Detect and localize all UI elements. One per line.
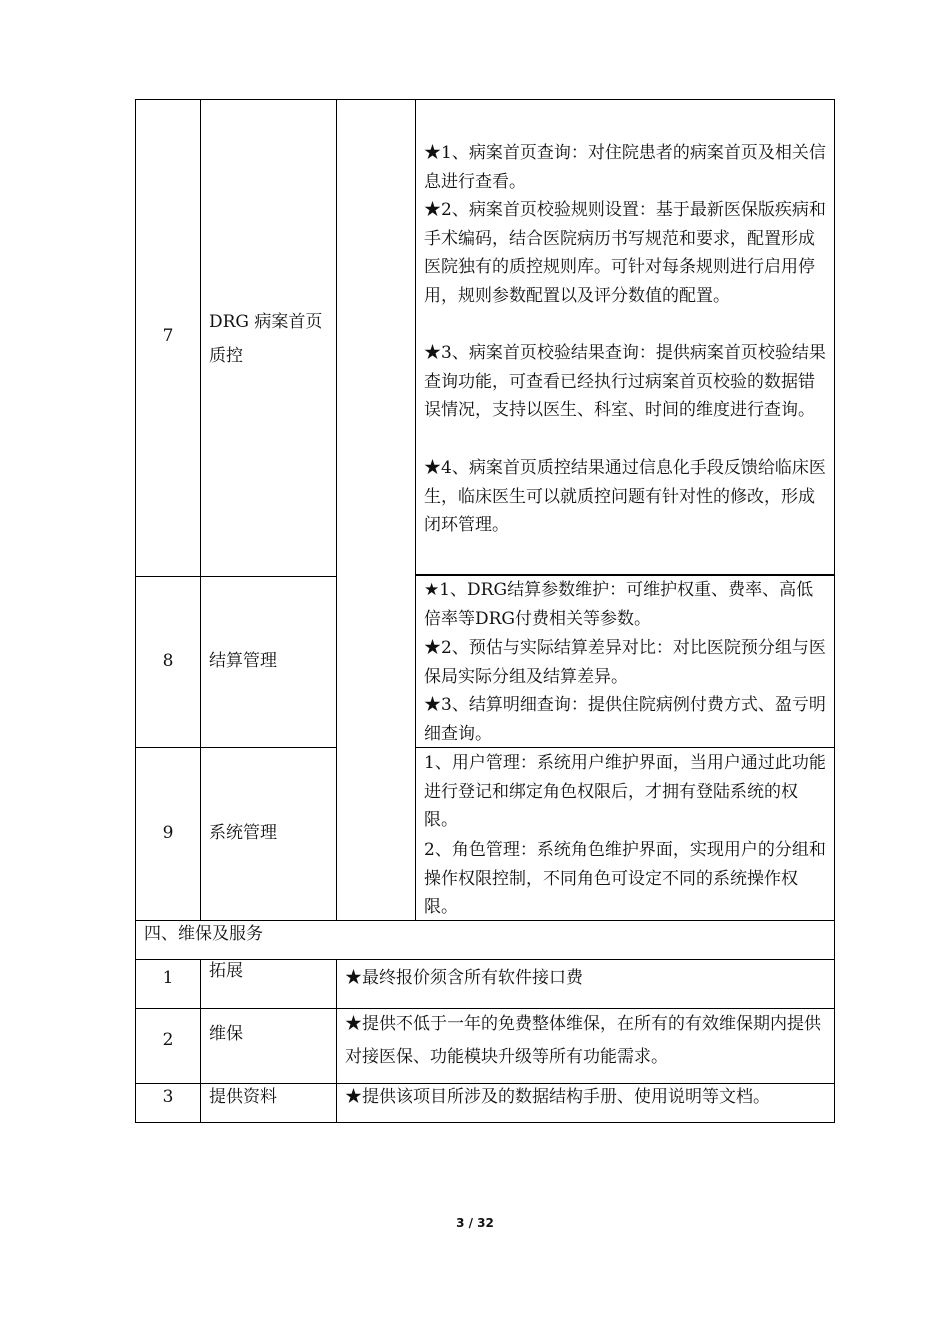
row-description: ★提供不低于一年的免费整体维保，在所有的有效维保期内提供对接医保、功能模块升级等所有功能需求。 bbox=[345, 1014, 821, 1067]
desc-item: 1、用户管理：系统用户维护界面，当用户通过此功能进行登记和绑定角色权限后，才拥有登陆系统的权限。 bbox=[424, 753, 826, 830]
row-number: 8 bbox=[162, 651, 174, 671]
desc-item: ★4、病案首页质控结果通过信息化手段反馈给临床医生，临床医生可以就质控问题有针对性的修改，形成闭环管理。 bbox=[424, 458, 826, 535]
desc-item: ★3、病案首页校验结果查询：提供病案首页校验结果查询功能，可查看已经执行过病案首页校验的数据错误情况，支持以医生、科室、时间的维度进行查询。 bbox=[424, 343, 826, 420]
desc-item: ★1、病案首页查询：对住院患者的病案首页及相关信息进行查看。 bbox=[424, 143, 826, 192]
row-number: 7 bbox=[162, 326, 174, 346]
row-module-name: 提供资料 bbox=[209, 1087, 277, 1107]
desc-item: ★2、病案首页校验规则设置：基于最新医保版疾病和手术编码，结合医院病历书写规范和要求，配置形成医院独有的质控规则库。可针对每条规则进行启用停用，规则参数配置以及评分数值的配置。 bbox=[424, 200, 826, 306]
row-module-name: 结算管理 bbox=[209, 651, 277, 671]
page-number: 3 / 32 bbox=[456, 1216, 494, 1230]
row-number: 1 bbox=[162, 968, 174, 988]
row-number: 2 bbox=[162, 1030, 174, 1050]
row-module-name: DRG 病案首页质控 bbox=[209, 312, 323, 366]
row-module-name: 拓展 bbox=[209, 961, 243, 981]
row-module-name: 维保 bbox=[209, 1024, 243, 1044]
desc-item: ★3、结算明细查询：提供住院病例付费方式、盈亏明细查询。 bbox=[424, 695, 826, 744]
row-module-name: 系统管理 bbox=[209, 823, 277, 843]
section-title: 四、维保及服务 bbox=[144, 924, 263, 944]
desc-item: 2、角色管理：系统角色维护界面，实现用户的分组和操作权限控制，不同角色可设定不同的系统操作权限。 bbox=[424, 840, 826, 917]
row-number: 9 bbox=[162, 823, 174, 843]
desc-item: ★1、DRG结算参数维护：可维护权重、费率、高低倍率等DRG付费相关等参数。 bbox=[424, 580, 814, 629]
row-description: ★提供该项目所涉及的数据结构手册、使用说明等文档。 bbox=[345, 1087, 770, 1107]
row-number: 3 bbox=[162, 1087, 174, 1107]
row-description: ★最终报价须含所有软件接口费 bbox=[345, 968, 583, 988]
desc-item: ★2、预估与实际结算差异对比：对比医院预分组与医保局实际分组及结算差异。 bbox=[424, 638, 826, 687]
